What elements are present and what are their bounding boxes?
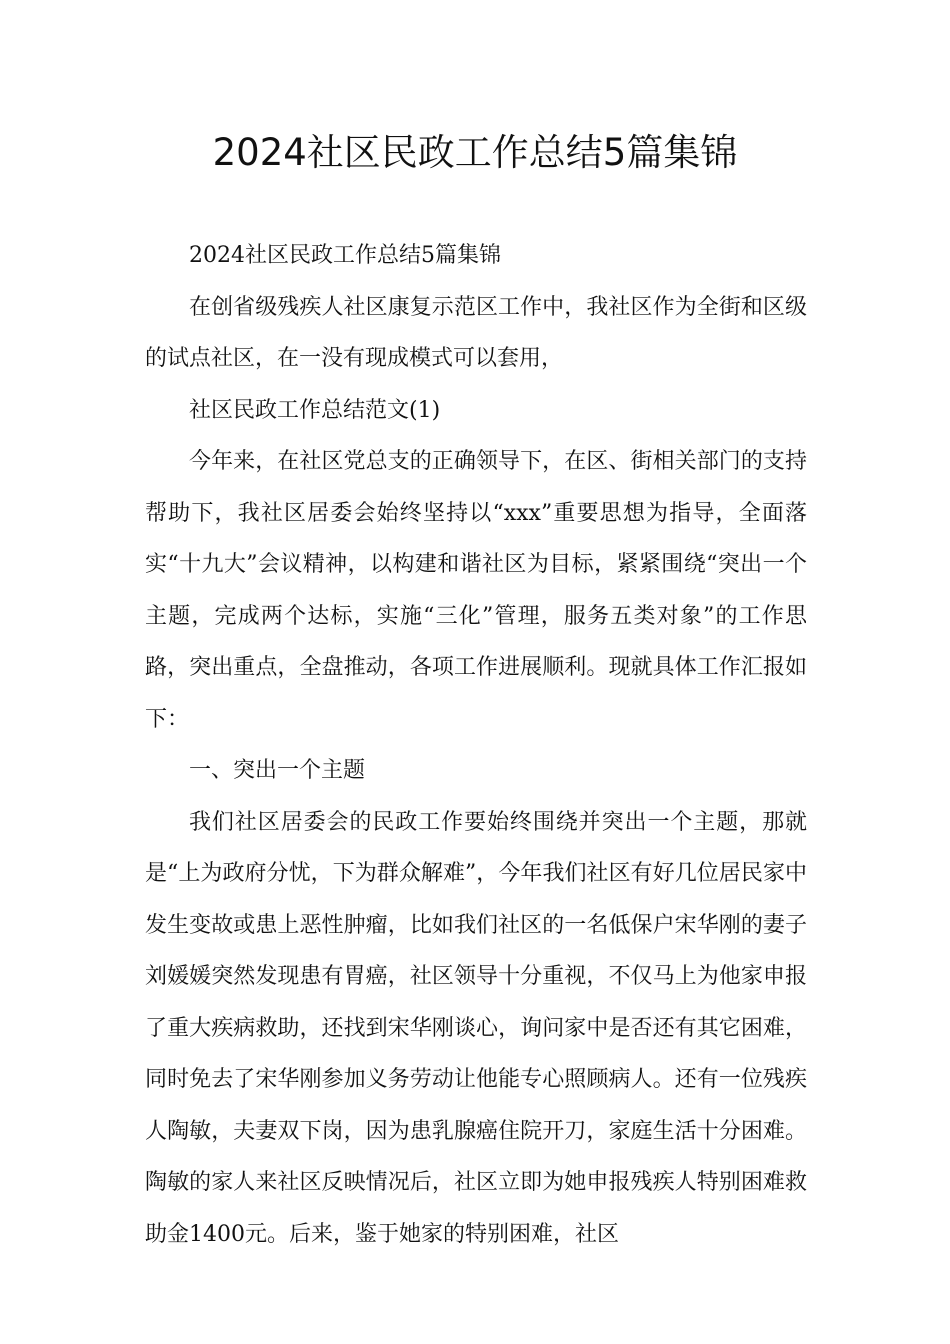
paragraph-heading-one: 一、突出一个主题 bbox=[189, 758, 366, 783]
document-body bbox=[145, 230, 807, 1260]
paragraph-theme-details: 我们社区居委会的民政工作要始终围绕并突出一个主题，那就是“上为政府分忧，下为群众解难”，今年我们社区有好几位居民家中发生变故或患上恶性肿瘤，比如我们社区的一名低保户宋华刚的妻子刘媛媛突然发现患有胃癌，社区领导十分重视，不仅马上为他家申报了重大疾病救助，还找到宋华刚谈心，询问家中是否还有其它困难，同时免去了宋华刚参加义务劳动让他能专心照顾病人。还有一位残疾人陶敏，夫妻双下岗，因为患乳腺癌住院开刀，家庭生活十分困难。陶敏的家人来社区反映情况后，社区立即为她申报残疾人特别困难救助金1400元。后来，鉴于她家的特别困难，社区 bbox=[145, 809, 807, 1247]
document-title: 2024社区民政工作总结5篇集锦 bbox=[212, 131, 738, 174]
paragraph-section-heading: 社区民政工作总结范文(1) bbox=[189, 397, 441, 423]
paragraph-overview: 今年来，在社区党总支的正确领导下，在区、街相关部门的支持帮助下，我社区居委会始终坚持以“xxx”重要思想为指导，全面落实“十九大”会议精神，以构建和谐社区为目标，紧紧围绕“突出一个主题，完成两个达标，实施“三化”管理，服务五类对象”的工作思路，突出重点，全盘推动，各项工作进展顺利。现就具体工作汇报如下： bbox=[145, 449, 807, 732]
paragraph-intro: 在创省级残疾人社区康复示范区工作中，我社区作为全街和区级的试点社区，在一没有现成模式可以套用， bbox=[145, 294, 807, 371]
paragraph-subtitle: 2024社区民政工作总结5篇集锦 bbox=[189, 243, 501, 268]
